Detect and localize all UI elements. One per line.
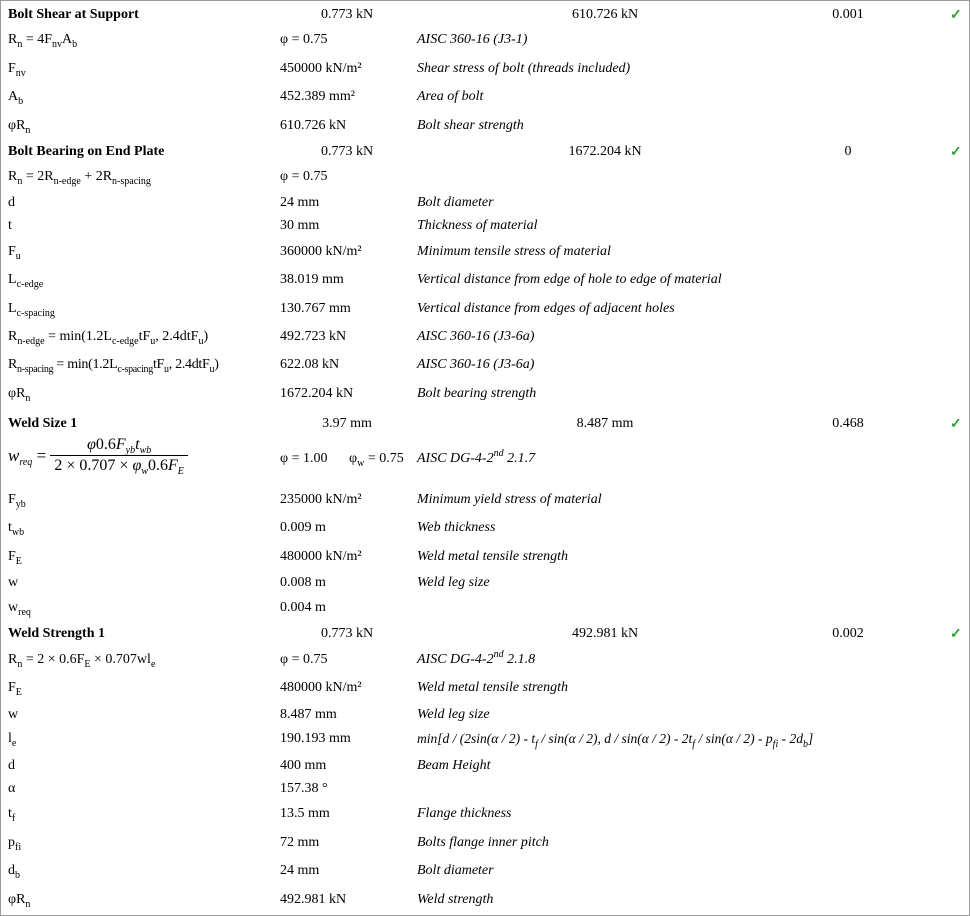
value-phi-w: $\varphi_w = 0.75$ <box>349 451 404 469</box>
demand-value: 0.773 kN <box>320 7 374 22</box>
value: 492.723 kN <box>280 329 347 344</box>
ratio-value: 0.001 <box>832 7 864 22</box>
formula-rn: $R_n = 2 \times 0.6F_E \times 0.707wl_e$ <box>8 652 156 670</box>
value: φ = 0.75 <box>280 169 328 184</box>
ratio-value: 0.002 <box>832 626 864 641</box>
description: AISC DG-4-2nd 2.1.7 <box>417 448 536 466</box>
value: 8.487 mm <box>280 707 337 722</box>
value: 622.08 kN <box>280 357 340 372</box>
description: AISC 360-16 (J3-6a) <box>417 329 535 344</box>
description: Weld metal tensile strength <box>417 549 568 564</box>
symbol-w: w <box>8 575 19 590</box>
value: 30 mm <box>280 218 320 233</box>
value: 1672.204 kN <box>280 386 354 401</box>
value: 72 mm <box>280 835 320 850</box>
value: 13.5 mm <box>280 806 330 821</box>
capacity-value: 492.981 kN <box>571 626 639 641</box>
description: AISC DG-4-2nd 2.1.8 <box>417 649 536 667</box>
demand-value: 0.773 kN <box>320 144 374 159</box>
formula-wreq: $w_{req}$ = $\frac{\varphi 0.6F_{yb}t_{wb}}{2 \times 0.707 \times \varphi_w0.6F_E}$ <box>8 435 188 476</box>
formula-rn: $R_n = 4F_{nv}A_b$ <box>8 32 78 50</box>
description: Weld leg size <box>417 575 490 590</box>
symbol-phirn: $\varphi R_n$ <box>8 118 31 136</box>
formula-rn: $R_n = 2R_{n-edge} + 2R_{n-spacing}$ <box>8 169 151 187</box>
value: 0.004 m <box>280 600 326 615</box>
description: Area of bolt <box>417 89 484 104</box>
value: 452.389 mm² <box>280 89 355 104</box>
section-title: Bolt Shear at Support <box>8 7 139 22</box>
row-wreq-formula <box>1 435 969 485</box>
symbol-db: $d_b$ <box>8 863 20 881</box>
demand-value: 3.97 mm <box>322 416 372 431</box>
symbol-le: $l_e$ <box>8 731 17 749</box>
check-icon: ✓ <box>950 145 962 160</box>
description: Weld leg size <box>417 707 490 722</box>
symbol-lc-spacing: $L_{c-spacing}$ <box>8 301 55 319</box>
value: 24 mm <box>280 195 320 210</box>
value: 38.019 mm <box>280 272 344 287</box>
value: 235000 kN/m² <box>280 492 362 507</box>
section-title: Bolt Bearing on End Plate <box>8 144 165 159</box>
demand-value: 0.773 kN <box>320 626 374 641</box>
capacity-value: 610.726 kN <box>571 7 639 22</box>
symbol-alpha: α <box>8 781 16 796</box>
description: Weld metal tensile strength <box>417 680 568 695</box>
symbol-wreq: $w_{req}$ <box>8 600 31 618</box>
formula-rn-edge: $R_{n-edge} = \min(1.2L_{c-edge}tF_u$, 2.4dtF$_u$) <box>8 329 209 347</box>
symbol-pfi: $p_{fi}$ <box>8 835 22 853</box>
check-icon: ✓ <box>950 627 962 642</box>
description: AISC 360-16 (J3-6a) <box>417 357 535 372</box>
ratio-value: 0 <box>844 144 852 159</box>
formula-rn-spacing: $R_{n-spacing} = \min(1.2L_{c-spacing}tF_u$, 2.4dtF$_u$) <box>8 357 219 375</box>
description: Bolt diameter <box>417 863 494 878</box>
symbol-fnv: $F_{nv}$ <box>8 61 26 79</box>
description: AISC 360-16 (J3-1) <box>417 32 528 47</box>
value: 24 mm <box>280 863 320 878</box>
value: 0.008 m <box>280 575 326 590</box>
symbol-fe: $F_E$ <box>8 680 22 698</box>
value: φ = 0.75 <box>280 652 328 667</box>
symbol-tf: $t_f$ <box>8 806 16 824</box>
description: Beam Height <box>417 758 491 773</box>
capacity-value: 8.487 mm <box>576 416 634 431</box>
description: Shear stress of bolt (threads included) <box>417 61 631 76</box>
description: Web thickness <box>417 520 496 535</box>
symbol-fu: $F_u$ <box>8 244 21 262</box>
section-title: Weld Size 1 <box>8 416 78 431</box>
value: 492.981 kN <box>280 892 347 907</box>
description: Bolt shear strength <box>417 118 524 133</box>
value: 157.38 ° <box>280 781 328 796</box>
description: Minimum yield stress of material <box>417 492 602 507</box>
symbol-phirn: $\varphi R_n$ <box>8 386 31 404</box>
symbol-ab: $A_b$ <box>8 89 24 107</box>
check-icon: ✓ <box>950 8 962 23</box>
symbol-d: d <box>8 195 15 210</box>
value: 450000 kN/m² <box>280 61 362 76</box>
value: 190.193 mm <box>280 731 351 746</box>
symbol-twb: $t_{wb}$ <box>8 520 25 538</box>
description: Vertical distance from edge of hole to edge of material <box>417 272 722 287</box>
description: Bolt bearing strength <box>417 386 537 401</box>
capacity-value: 1672.204 kN <box>568 144 642 159</box>
value: 610.726 kN <box>280 118 347 133</box>
description: Weld strength <box>417 892 494 907</box>
description: Bolts flange inner pitch <box>417 835 549 850</box>
symbol-fe: $F_E$ <box>8 549 22 567</box>
description: Minimum tensile stress of material <box>417 244 611 259</box>
symbol-d: d <box>8 758 15 773</box>
symbol-lc-edge: $L_{c-edge}$ <box>8 272 44 290</box>
section-title: Weld Strength 1 <box>8 626 105 641</box>
description: Vertical distance from edges of adjacent holes <box>417 301 675 316</box>
ratio-value: 0.468 <box>832 416 864 431</box>
value: 480000 kN/m² <box>280 680 362 695</box>
value: 360000 kN/m² <box>280 244 362 259</box>
value: 400 mm <box>280 758 327 773</box>
symbol-fyb: $F_{yb}$ <box>8 492 26 510</box>
description: Thickness of material <box>417 218 538 233</box>
value: 0.009 m <box>280 520 326 535</box>
description-formula: $\min[d / (2\sin(\alpha / 2) - t_f / \sin(\alpha / 2)$, d / $\sin(\alpha / 2) - 2t_f / \sin(\alpha / 2) - p_{fi} - 2d_b$] <box>417 731 814 750</box>
symbol-w: w <box>8 707 19 722</box>
value: φ = 1.00 <box>280 451 328 466</box>
symbol-t: t <box>8 218 12 233</box>
description: Bolt diameter <box>417 195 494 210</box>
description: Flange thickness <box>417 806 512 821</box>
value: φ = 0.75 <box>280 32 328 47</box>
symbol-phirn: $\varphi R_n$ <box>8 892 31 910</box>
value: 480000 kN/m² <box>280 549 362 564</box>
value: 130.767 mm <box>280 301 351 316</box>
check-icon: ✓ <box>950 417 962 432</box>
